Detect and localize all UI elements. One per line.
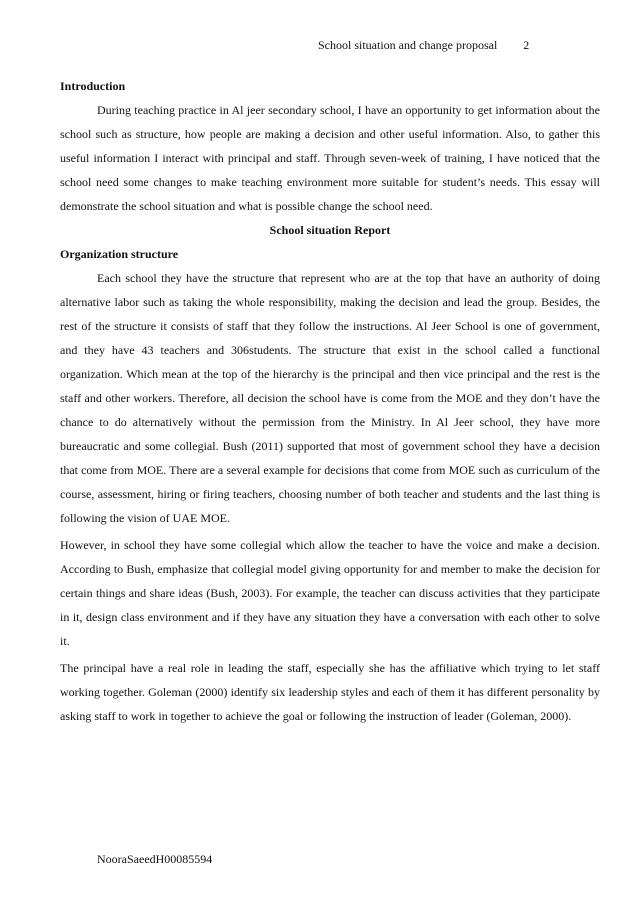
running-title: School situation and change proposal	[318, 38, 498, 52]
report-title: School situation Report	[269, 223, 391, 237]
running-header	[318, 38, 529, 53]
introduction-paragraph: During teaching practice in Al jeer secondary school, I have an opportunity to get information about the school such as structure, how people are making a decision and other useful information. Also, to gather this useful information I interact with principal and staff. Through seven-week of training, I have noticed that the school need some changes to make teaching environment more suitable for student’s needs. This essay will demonstrate the school situation and what is possible change the school need.	[60, 103, 600, 213]
footer-student-id: NooraSaeedH00085594	[97, 852, 213, 866]
organization-paragraph-2: However, in school they have some collegial which allow the teacher to have the voice and make a decision. According to Bush, emphasize that collegial model giving opportunity for and member to make the decision for certain things and share ideas (Bush, 2003). For example, the teacher can discuss activities that they participate in it, design class environment and if they have any situation they have a conversation with each other to solve it.	[60, 538, 600, 648]
organization-paragraph-3: The principal have a real role in leading the staff, especially she has the affiliative which trying to let staff working together. Goleman (2000) identify six leadership styles and each of them it has different personality by asking staff to work in together to achieve the goal or following the instruction of leader (Goleman, 2000).	[60, 661, 600, 723]
organization-heading: Organization structure	[60, 247, 179, 261]
introduction-heading: Introduction	[60, 79, 126, 93]
document-body	[60, 74, 600, 728]
organization-paragraph-1: Each school they have the structure that represent who are at the top that have an authority of doing alternative labor such as taking the whole responsibility, making the decision and lead the group. Besides, the rest of the structure it consists of staff that they follow the instructions. Al Jeer School is one of government, and they have 43 teachers and 306students. The structure that exist in the school called a functional organization. Which mean at the top of the hierarchy is the principal and then vice principal and the rest is the staff and other workers. Therefore, all decision the school have is come from the MOE and they don’t have the chance to do alternatively without the permission from the Ministry. In Al Jeer school, they have more bureaucratic and some collegial. Bush (2011) supported that most of government school they have a decision that come from MOE. There are a several example for decisions that come from MOE such as curriculum of the course, assessment, hiring or firing teachers, choosing number of both teacher and students and the last thing is following the vision of UAE MOE.	[60, 271, 600, 525]
page-number: 2	[523, 38, 530, 52]
